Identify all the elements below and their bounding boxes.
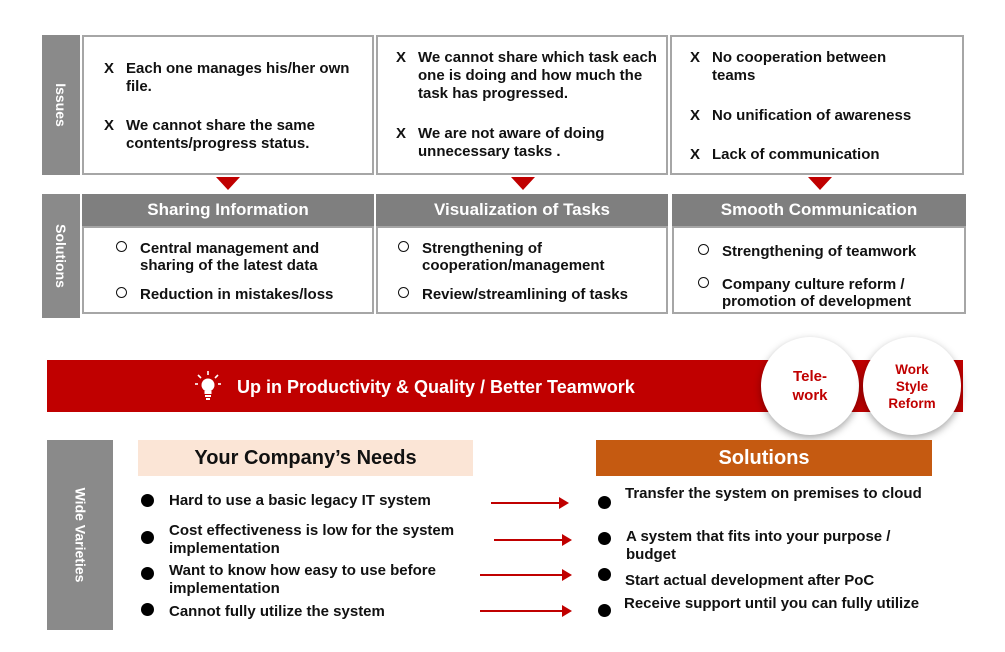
need-item: Cost effectiveness is low for the system implementation xyxy=(169,522,455,557)
telework-bubble: Tele-work xyxy=(761,337,859,435)
circle-bullet-icon xyxy=(698,244,709,255)
issue-item: X Each one manages his/her own file. xyxy=(104,60,350,95)
circle-bullet-icon xyxy=(398,287,409,298)
need-item: Hard to use a basic legacy IT system xyxy=(169,492,431,509)
solution-result-item: A system that fits into your purpose / budget xyxy=(626,528,891,563)
solution-item: Company culture reform / promotion of development xyxy=(698,276,948,310)
circle-bullet-icon xyxy=(116,241,127,252)
solution-item: Reduction in mistakes/loss xyxy=(116,286,366,303)
solution-result-item: Start actual development after PoC xyxy=(625,572,875,589)
issues-label: Issues xyxy=(53,83,69,127)
solution-box-3 xyxy=(672,226,966,314)
solutions-sidebar xyxy=(42,194,80,318)
down-arrow-icon xyxy=(808,177,832,190)
bullet-icon xyxy=(598,604,611,617)
right-arrow-icon xyxy=(480,610,570,612)
bullet-icon xyxy=(598,496,611,509)
right-arrow-icon xyxy=(480,574,570,576)
solution-item: Central management and sharing of the latest data xyxy=(116,240,356,274)
solution-result-item: Transfer the system on premises to cloud xyxy=(625,485,922,502)
circle-bullet-icon xyxy=(116,287,127,298)
banner-text: Up in Productivity & Quality / Better Teamwork xyxy=(237,377,635,397)
issue-item: X Lack of communication xyxy=(690,146,880,163)
bullet-icon xyxy=(141,603,154,616)
varieties-sidebar xyxy=(47,440,113,630)
issue-box-1 xyxy=(82,35,374,175)
solution-title-2: Visualization of Tasks xyxy=(376,194,668,226)
right-arrow-icon xyxy=(494,539,570,541)
issue-item: X No cooperation between teams xyxy=(690,49,887,84)
issues-sidebar xyxy=(42,35,80,175)
issue-item: X We are not aware of doing unnecessary tasks . xyxy=(396,125,605,160)
solution-title-3: Smooth Communication xyxy=(672,194,966,226)
bullet-icon xyxy=(141,567,154,580)
right-arrow-icon xyxy=(491,502,567,504)
need-item: Want to know how easy to use before implementation xyxy=(169,562,436,597)
solution-item: Review/streamlining of tasks xyxy=(398,286,660,303)
solutions-label: Solutions xyxy=(53,224,69,288)
down-arrow-icon xyxy=(511,177,535,190)
solution-box-1 xyxy=(82,226,374,314)
needs-header: Your Company’s Needs xyxy=(138,440,473,476)
bullet-icon xyxy=(598,568,611,581)
down-arrow-icon xyxy=(216,177,240,190)
circle-bullet-icon xyxy=(398,241,409,252)
bullet-icon xyxy=(598,532,611,545)
solutions-header: Solutions xyxy=(596,440,932,476)
issue-item: X No unification of awareness xyxy=(690,107,912,124)
solution-result-item: Receive support until you can fully utilize xyxy=(624,595,920,612)
solution-item: Strengthening of cooperation/management xyxy=(398,240,638,274)
varieties-label: Wide Varieties xyxy=(72,487,88,583)
work-style-reform-bubble: Work Style Reform xyxy=(863,337,961,435)
need-item: Cannot fully utilize the system xyxy=(169,603,385,620)
issue-item: X We cannot share the same contents/progress status. xyxy=(104,117,315,152)
circle-bullet-icon xyxy=(698,277,709,288)
issue-box-2 xyxy=(376,35,668,175)
lightbulb-icon xyxy=(195,371,221,401)
solution-title-1: Sharing Information xyxy=(82,194,374,226)
issue-item: X We cannot share which task each one is doing and how much the task has progressed. xyxy=(396,49,657,102)
solution-box-2 xyxy=(376,226,668,314)
bullet-icon xyxy=(141,494,154,507)
solution-item: Strengthening of teamwork xyxy=(698,243,948,260)
issue-box-3 xyxy=(670,35,964,175)
bullet-icon xyxy=(141,531,154,544)
